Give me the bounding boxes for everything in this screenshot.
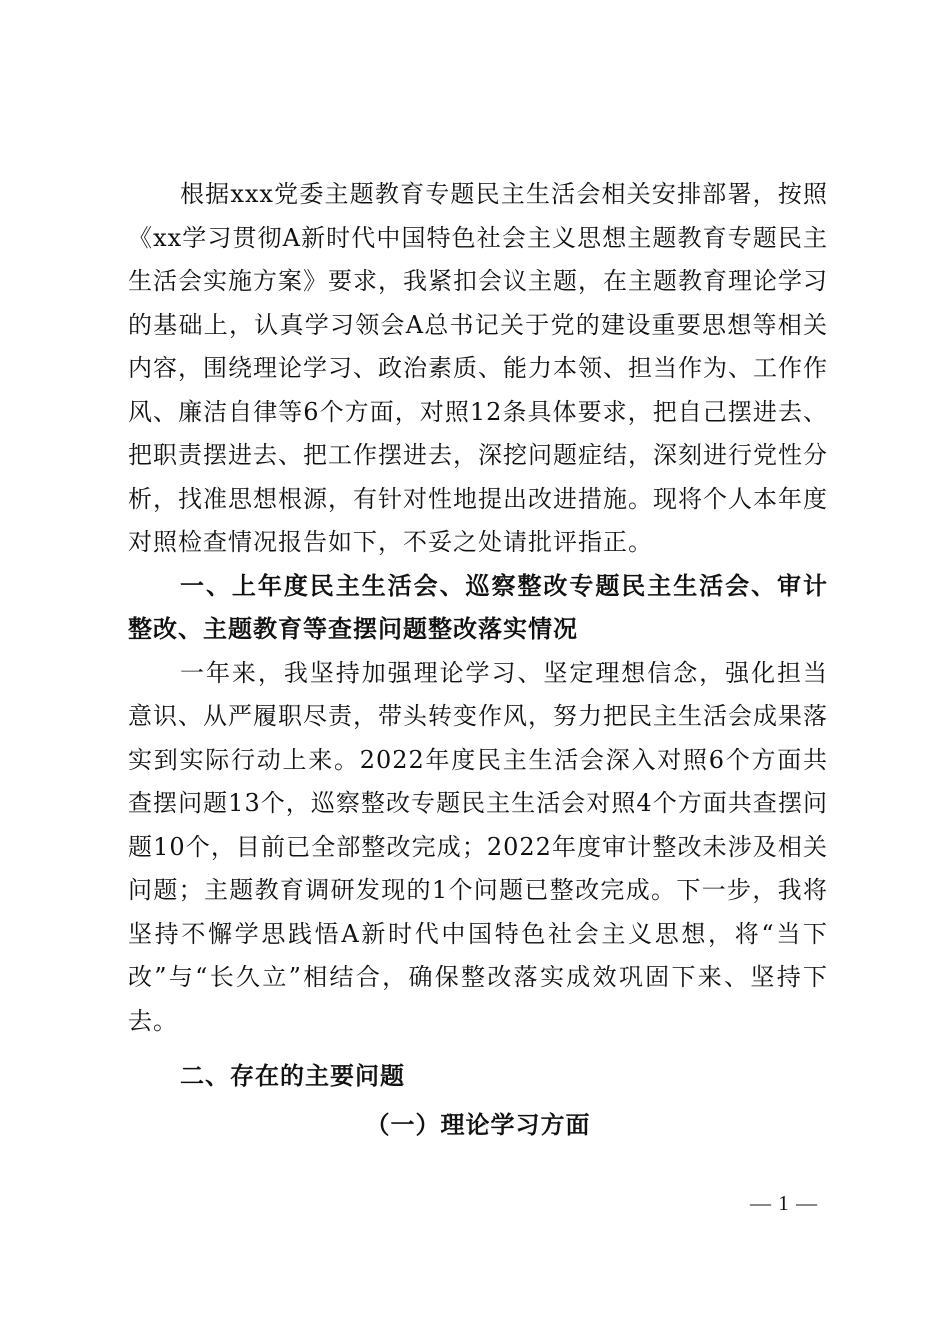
document-body [128, 173, 828, 1146]
page-number: — 1 — [750, 1191, 818, 1215]
section-2-subheading: （一）理论学习方面 [365, 1109, 591, 1139]
section-1-paragraph: 一年来，我坚持加强理论学习、坚定理想信念，强化担当意识、从严履职尽责，带头转变作风，努力把民主生活会成果落实到实际行动上来。2022年度民主生活会深入对照6个方面共查摆问题13个，巡察整改专题民主生活会对照4个方面共查摆问题10个，目前已全部整改完成；2022年度审计整改未涉及相关问题；主题教育调研发现的1个问题已整改完成。下一步，我将坚持不懈学思践悟A新时代中国特色社会主义思想，将“当下改”与“长久立”相结合，确保整改落实成效巩固下来、坚持下去。 [128, 658, 828, 1035]
section-2-heading: 二、存在的主要问题 [180, 1062, 405, 1090]
section-1-heading: 一、上年度民主生活会、巡察整改专题民主生活会、审计整改、主题教育等查摆问题整改落实情况 [128, 571, 828, 643]
intro-paragraph: 根据xxx党委主题教育专题民主生活会相关安排部署，按照《xx学习贯彻A新时代中国特色社会主义思想主题教育专题民主生活会实施方案》要求，我紧扣会议主题，在主题教育理论学习的基础上，认真学习领会A总书记关于党的建设重要思想等相关内容，围绕理论学习、政治素质、能力本领、担当作为、工作作风、廉洁自律等6个方面，对照12条具体要求，把自己摆进去、把职责摆进去、把工作摆进去，深挖问题症结，深刻进行党性分析，找准思想根源，有针对性地提出改进措施。现将个人本年度对照检查情况报告如下，不妥之处请批评指正。 [128, 180, 828, 556]
